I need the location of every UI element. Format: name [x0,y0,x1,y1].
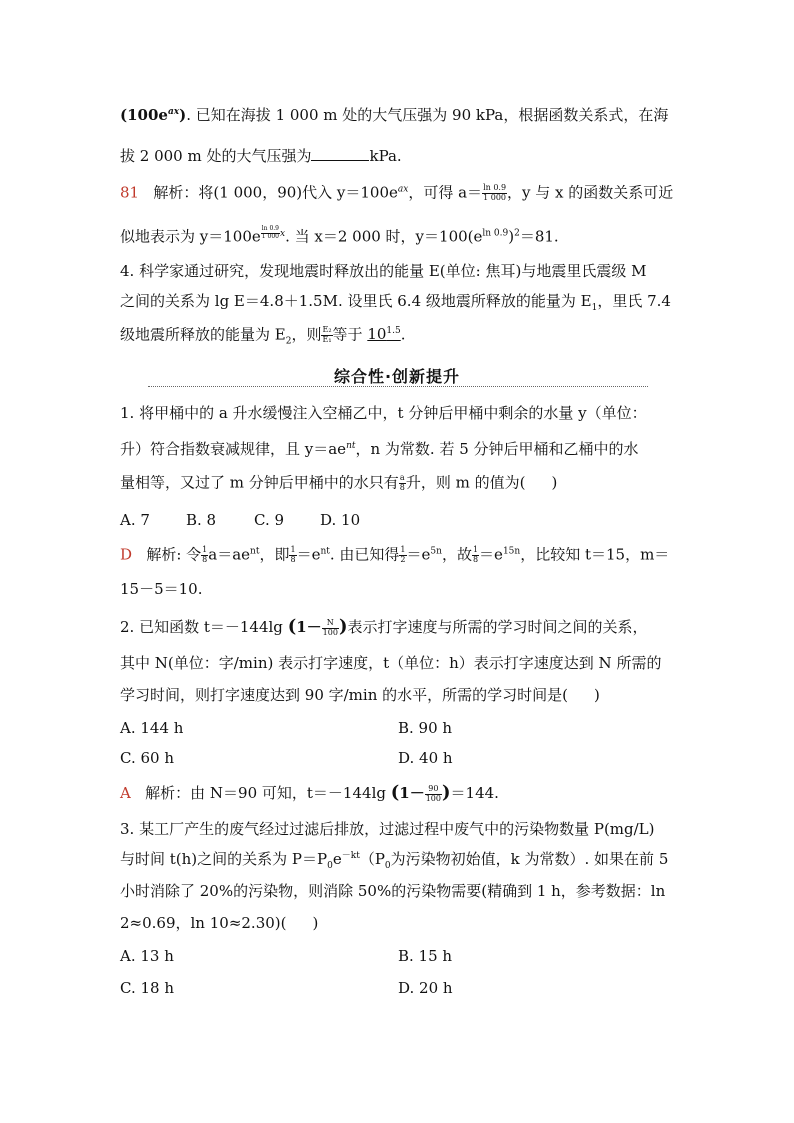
frac-numerator: 1 [202,545,208,554]
exponent: ln 0.9 [482,228,509,239]
body-text: 小时消除了 20%的污染物，则消除 50%的污染物需要(精确到 1 h，参考数据：ln [120,882,666,900]
fraction [322,619,339,638]
body-text: 级地震所释放的能量为 E [120,325,286,344]
body-text: 2≈0.69，ln 10≈2.30)( [120,914,287,932]
p3-line-1 [120,822,655,837]
frac-denominator: E₁ [322,334,332,344]
fraction [472,546,479,565]
solution-text: ，比较知 t＝15，m＝ [520,545,670,564]
frac-numerator: E₂ [322,325,332,334]
answer-key: D [120,545,133,564]
p1-line-2 [120,442,639,457]
exponent: 5n [430,546,442,557]
formula-text: (100e [120,106,168,124]
option-c[interactable]: C. 18 h [120,979,174,997]
body-text: 表示打字速度与所需的学习时间之间的关系， [347,618,648,636]
answer-key: A [120,784,131,802]
option-d[interactable]: D. 10 [320,511,361,529]
exponent: nt [250,546,260,557]
option-a[interactable]: A. 13 h [120,947,174,965]
body-text: 量相等，又过了 m 分钟后甲桶中的水只有 [120,473,399,492]
frac-numerator: N [322,619,339,629]
frac-numerator: ln 0.9 [261,225,279,232]
solution-text: ，y 与 x 的函数关系可近 [507,183,674,202]
solution-text: ＝81. [519,227,559,246]
body-text: 升）符合指数衰减规律，且 y＝ae [120,440,347,458]
q3-line-2 [120,146,402,164]
p1-answer-line-2 [120,582,203,597]
solution-text: a＝ae [208,545,251,564]
paren-close: ) [593,686,600,704]
body-text: 等于 [332,325,368,344]
body-text: 拔 2 000 m 处的大气压强为 [120,147,312,165]
body-text: e [332,850,342,868]
answer-value [367,325,400,343]
option-b[interactable]: B. 15 h [398,947,453,965]
body-text: kPa. [369,147,402,165]
option-b[interactable]: B. 90 h [398,719,453,737]
body-text: 3. 某工厂产生的废气经过过滤后排放，过滤过程中废气中的污染物数量 P(mg/L) [120,820,655,838]
solution-text: ＝e [406,545,431,564]
exp-fraction [261,226,280,240]
solution-text: ＝e [296,545,321,564]
p2-line-2 [120,656,661,671]
body-text: 1. 将甲桶中的 a 升水缓慢注入空桶乙中，t 分钟后甲桶中剩余的水量 y（单位： [120,404,647,422]
body-text: 2. 已知函数 t＝－144lg [120,618,283,636]
q4-line-2 [120,294,671,313]
body-text: 为污染物初始值，k 为常数）. 如果在前 5 [390,850,669,868]
exponent: －kt [341,851,360,861]
fraction [399,546,406,565]
solution-text: ＝e [479,545,503,564]
section-divider [148,386,648,387]
body-text: 升，则 m 的值为( [405,473,526,492]
q4-line-3 [120,326,406,346]
formula-text: 1－ [296,618,322,636]
fraction [321,326,332,345]
option-c[interactable]: C. 9 [254,511,285,529]
fraction [289,546,296,565]
subscript: 1 [591,303,598,313]
q4-line-1 [120,264,646,279]
frac-denominator: 1 000 [261,232,279,240]
p3-line-2 [120,852,668,871]
solution-text: ＝144. [450,784,499,802]
frac-numerator: 1 [290,545,296,554]
frac-denominator: 100 [425,793,441,803]
body-text: 与时间 t(h)之间的关系为 P＝P [120,850,328,868]
frac-denominator: 100 [322,627,338,637]
fraction [425,785,442,804]
solution-text: 解析：将(1 000，90)代入 y＝100e [153,183,398,202]
solution-text: ，可得 a＝ [408,183,483,202]
option-a[interactable]: A. 144 h [120,719,184,737]
frac-numerator: 1 [472,545,479,554]
solution-text: . 当 x＝2 000 时，y＝100(e [285,227,483,246]
subscript: 0 [327,861,333,871]
paren-close: ) [551,473,558,492]
body-text: 之间的关系为 lg E＝4.8＋1.5M. 设里氏 6.4 级地震所释放的能量为 E [120,292,592,310]
frac-denominator: 8 [472,554,479,564]
solution-text: 解析: 令 [146,545,202,564]
exp-variable: x [280,228,286,239]
frac-numerator: 90 [425,785,442,795]
formula-text: 1－ [399,784,425,802]
body-text: ，则 [291,325,322,344]
frac-denominator: 8 [202,554,208,564]
body-text: 学习时间，则打字速度达到 90 字/min 的水平，所需的学习时间是( [120,686,568,704]
answer-key: 81 [120,183,140,202]
option-d[interactable]: D. 40 h [398,749,453,767]
frac-numerator: ln 0.9 [483,183,507,192]
frac-denominator: 8 [399,482,405,492]
exponent: ax [167,107,180,117]
fraction [399,474,406,493]
body-text: ，里氏 7.4 [597,292,671,310]
p1-answer-line-1 [120,546,669,565]
body-text: . 已知在海拔 1 000 m 处的大气压强为 90 kPa，根据函数关系式，在海 [186,106,669,124]
q3-answer-line-1 [120,184,673,203]
fraction [482,184,507,203]
answer-base: 10 [367,325,387,344]
solution-text: . 由已知得 [329,545,400,564]
subscript: 2 [285,336,292,347]
frac-numerator: a [399,473,405,482]
body-text: 4. 科学家通过研究，发现地震时释放出的能量 E(单位: 焦耳)与地震里氏震级 M [120,262,647,280]
option-c[interactable]: C. 60 h [120,749,174,767]
frac-denominator: 2 [400,554,406,564]
paren-close: ) [312,914,319,932]
p2-line-3 [120,688,600,703]
p1-line-1 [120,406,647,421]
option-a[interactable]: A. 7 [120,511,150,529]
exponent: 15n [502,546,521,557]
exponent: nt [320,546,330,557]
body-text: 其中 N(单位：字/min) 表示打字速度，t（单位：h）表示打字速度达到 N 所需的 [120,654,662,672]
q3-line-1 [120,108,668,123]
body-text: . [400,325,406,344]
p3-line-3 [120,884,665,899]
solution-text: 似地表示为 y＝100e [120,227,261,246]
body-text: （P [359,850,385,868]
solution-text: ，即 [259,545,290,564]
solution-text: ，故 [441,545,472,564]
frac-numerator: 1 [400,545,406,554]
q3-answer-line-2 [120,226,559,245]
formula-close: ) [179,106,187,124]
solution-text: 15－5＝10. [120,580,203,598]
answer-blank [311,146,369,161]
frac-denominator: 1 000 [483,192,506,202]
p3-line-4 [120,916,318,931]
p2-line-1: 2. 已知函数 t＝－144lg (1－ $\frac{N}{100}$ )表示打字速度与所需的学习时间之间的关系， [120,616,648,637]
exponent: 2 [514,228,520,239]
exponent: ax [397,184,409,195]
p1-line-3 [120,474,557,493]
exponent: nt [346,441,356,451]
option-b[interactable]: B. 8 [186,511,217,529]
subscript: 0 [384,861,391,871]
solution-text: 解析：由 N＝90 可知，t＝－144lg [145,784,386,802]
p2-answer-line: A 解析：由 N＝90 可知，t＝－144lg (1－ $\frac{90}{100}$ )＝144. [120,782,499,803]
answer-exponent: 1.5 [386,326,401,337]
section-heading: 综合性·创新提升 [333,367,461,386]
paren-close: ) [508,227,515,246]
option-d[interactable]: D. 20 h [398,979,453,997]
body-text: ，n 为常数. 若 5 分钟后甲桶和乙桶中的水 [355,440,639,458]
frac-denominator: 8 [290,554,296,564]
